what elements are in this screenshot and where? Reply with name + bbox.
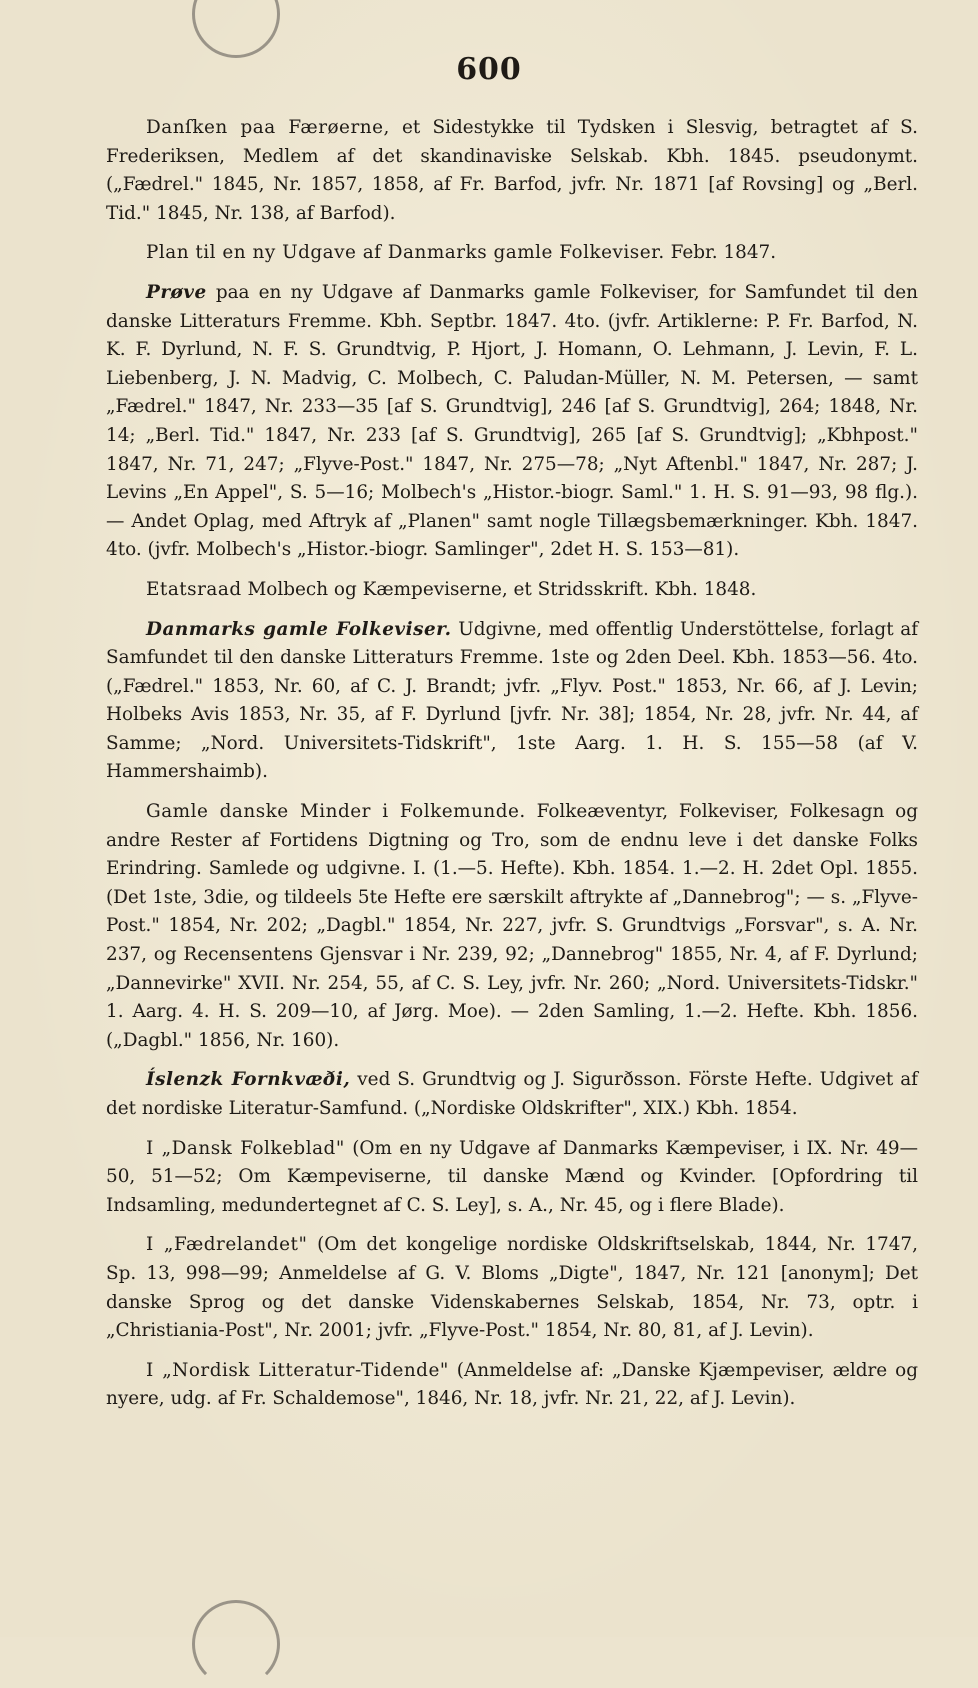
bibliography-text [106,114,918,1425]
entry-text: et Sidestykke til Tydsken i Slesvig, betragtet af S. Frederiksen, Medlem af det skandinaviske Selskab. Kbh. 1845. pseudonymt. („Fædrel." 1845, Nr. 1857, 1858, af Fr. Barfod, jvfr. Nr. 1871 [af Rovsing] og „Berl. Tid." 1845, Nr. 138, af Barfod). [106,117,918,224]
entry-text: paa en ny Udgave af Danmarks gamle Folkeviser, for Samfundet til den danske Litteraturs Fremme. Kbh. Septbr. 1847. 4to. (jvfr. Artiklerne: P. Fr. Barfod, N. K. F. Dyrlund, N. F. S. Grundtvig, P. Hjort, J. Homann, O. Lehmann, J. Levin, F. L. Liebenberg, J. N. Madvig, C. Molbech, C. Paludan-Müller, N. M. Petersen, — samt „Fædrel." 1847, Nr. 233—35 [af S. Grundtvig], 246 [af S. Grundtvig], 264; 1848, Nr. 14; „Berl. Tid." 1847, Nr. 233 [af S. Grundtvig], 265 [af S. Grundtvig]; „Kbhpost." 1847, Nr. 71, 247; „Flyve-Post." 1847, Nr. 275—78; „Nyt Aftenbl." 1847, Nr. 287; J. Levins „En Appel", S. 5—16; Molbech's „Histor.-biogr. Saml." 1. H. S. 91—93, 98 flg.). — Andet Oplag, med Aftryk af „Planen" samt nogle Tillægsbemærkninger. Kbh. 1847. 4to. (jvfr. Molbech's „Histor.-biogr. Samlinger", 2det H. S. 153—81). [106,281,918,561]
entry-lead: I „Dansk Folkeblad" [146,1137,345,1159]
entry-lead: Danmarks gamle Folkeviser. [146,618,452,640]
entry-text: Folkeæventyr, Folkeviser, Folkesagn og andre Rester af Fortidens Digtning og Tro, som de endnu leve i det danske Folks Erindring. Samlede og udgivne. I. (1.—5. Hefte). Kbh. 1854. 1.—2. H. 2det Opl. 1855. (Det 1ste, 3die, og tildeels 5te Hefte ere særskilt aftrykte af „Dannebrog"; — s. „Flyve-Post." 1854, Nr. 202; „Dagbl." 1854, Nr. 227, jvfr. S. Grundtvigs „Forsvar", s. A. Nr. 237, og Recensentens Gjensvar i Nr. 239, 92; „Dannebrog" 1855, Nr. 4, af F. Dyrlund; „Dannevirke" XVII. Nr. 254, 55, af C. S. Ley, jvfr. Nr. 260; „Nord. Universitets-Tidskr." 1. Aarg. 4. H. S. 209—10, af Jørg. Moe). — 2den Samling, 1.—2. Hefte. Kbh. 1856. („Dagbl." 1856, Nr. 160). [106,801,918,1051]
page-number: 600 [456,52,522,87]
binding-tab-top [192,0,280,58]
entry-text: (Om det kongelige nordiske Oldskriftselskab, 1844, Nr. 1747, Sp. 13, 998—99; Anmeldelse af G. V. Bloms „Digte", 1847, Nr. 121 [anonym]; Det danske Sprog og det danske Videnskabernes Selskab, 1854, Nr. 73, optr. i „Christiania-Post", Nr. 2001; jvfr. „Flyve-Post." 1854, Nr. 80, 81, af J. Levin). [106,1234,918,1342]
entry-danske-paa-faeroerne [106,114,918,228]
entry-nordisk-litteratur-tidende [106,1357,918,1414]
entry-danmarks-gamle-folkeviser [106,616,918,788]
entry-etatsraad-molbech [106,576,918,605]
entry-lead: I „Nordisk Litteratur-Tidende" [146,1359,449,1381]
entry-proeve [106,279,918,565]
entry-text: (Anmeldelse af: „Danske Kjæmpeviser, ældre og nyere, udg. af Fr. Schaldemose", 1846, Nr. 18, jvfr. Nr. 21, 22, af J. Levin). [106,1359,918,1410]
entry-dansk-folkeblad [106,1135,918,1221]
entry-text: Febr. 1847. [670,242,777,264]
entry-text: Udgivne, med offentlig Understöttelse, forlagt af Samfundet til den danske Litteraturs Fremme. 1ste og 2den Deel. Kbh. 1853—56. 4to. („Fædrel." 1853, Nr. 60, af C. J. Brandt; jvfr. „Flyv. Post." 1853, Nr. 66, af J. Levin; Holbeks Avis 1853, Nr. 35, af F. Dyrlund [jvfr. Nr. 38]; 1854, Nr. 28, jvfr. Nr. 44, af Samme; „Nord. Universitets-Tidskrift", 1ste Aarg. 1. H. S. 155—58 (af V. Hammershaimb). [106,618,918,783]
entry-plan-til-udgave [106,239,918,268]
entry-lead: Plan til en ny Udgave af Danmarks gamle Folkeviser. [146,242,665,264]
entry-lead: Danſken paa Færøerne, [146,117,390,138]
entry-lead: Íslenzk Fornkvæði, [146,1069,351,1091]
entry-lead: Prøve [146,281,207,303]
entry-lead: I „Fædrelandet" [146,1234,308,1256]
entry-lead: Gamle danske Minder i Folkemunde. [146,801,526,823]
entry-text: (Om en ny Udgave af Danmarks Kæmpeviser, i IX. Nr. 49—50, 51—52; Om Kæmpeviserne, til danske Mænd og Kvinder. [Opfordring til Indsamling, medundertegnet af C. S. Ley], s. A., Nr. 45, og i flere Blade). [106,1137,918,1216]
entry-text: ved S. Grundtvig og J. Sigurðsson. Förste Hefte. Udgivet af det nordiske Literatur-Samfund. („Nordiske Oldskrifter", XIX.) Kbh. 1854. [106,1069,918,1119]
entry-islenzk-fornkvaedi [106,1066,918,1123]
binding-tab-bottom [192,1600,280,1688]
entry-gamle-danske-minder [106,798,918,1055]
entry-lead: Etatsraad [146,578,242,600]
entry-faedrelandet [106,1231,918,1345]
entry-text: Molbech og Kæmpeviserne, et Stridsskrift. Kbh. 1848. [247,578,757,600]
